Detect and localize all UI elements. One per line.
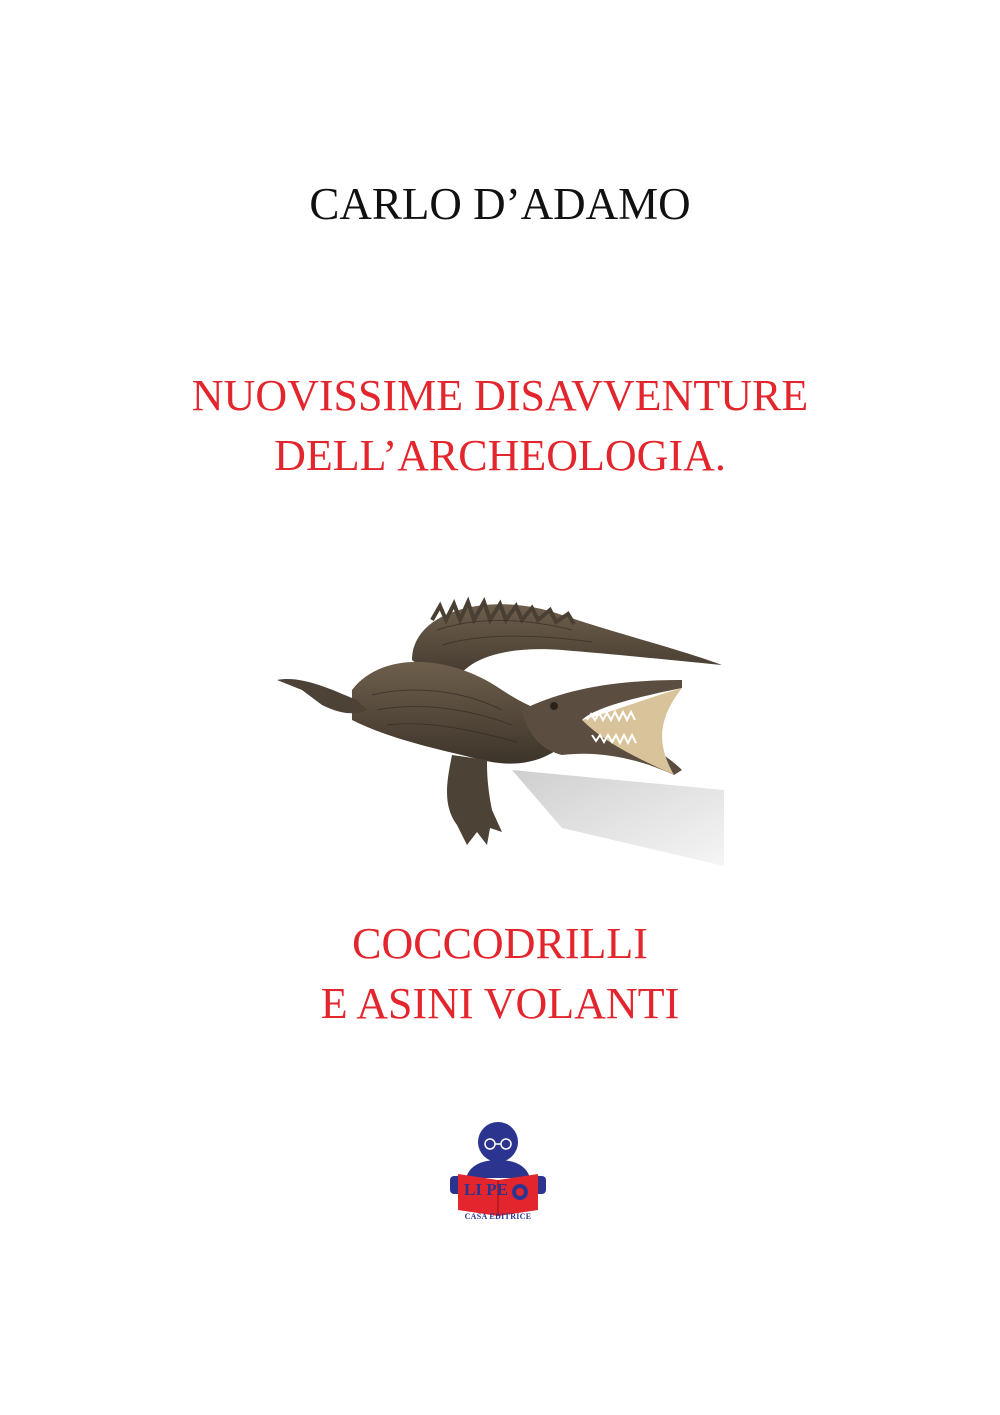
author-name: CARLO D’ADAMO — [309, 179, 691, 229]
subtitle-line-2: E ASINI VOLANTI — [320, 979, 680, 1028]
publisher-logo-text: LI PE — [464, 1180, 508, 1199]
crocodile-illustration — [262, 570, 732, 870]
book-subtitle — [0, 914, 1000, 1034]
title-line-2: DELL’ARCHEOLOGIA. — [274, 431, 726, 480]
publisher-caption: CASA EDITRICE — [464, 1212, 532, 1221]
title-line-1: NUOVISSIME DISAVVENTURE — [191, 371, 809, 420]
subtitle-line-1: COCCODRILLI — [352, 919, 648, 968]
book-title — [0, 366, 1000, 486]
